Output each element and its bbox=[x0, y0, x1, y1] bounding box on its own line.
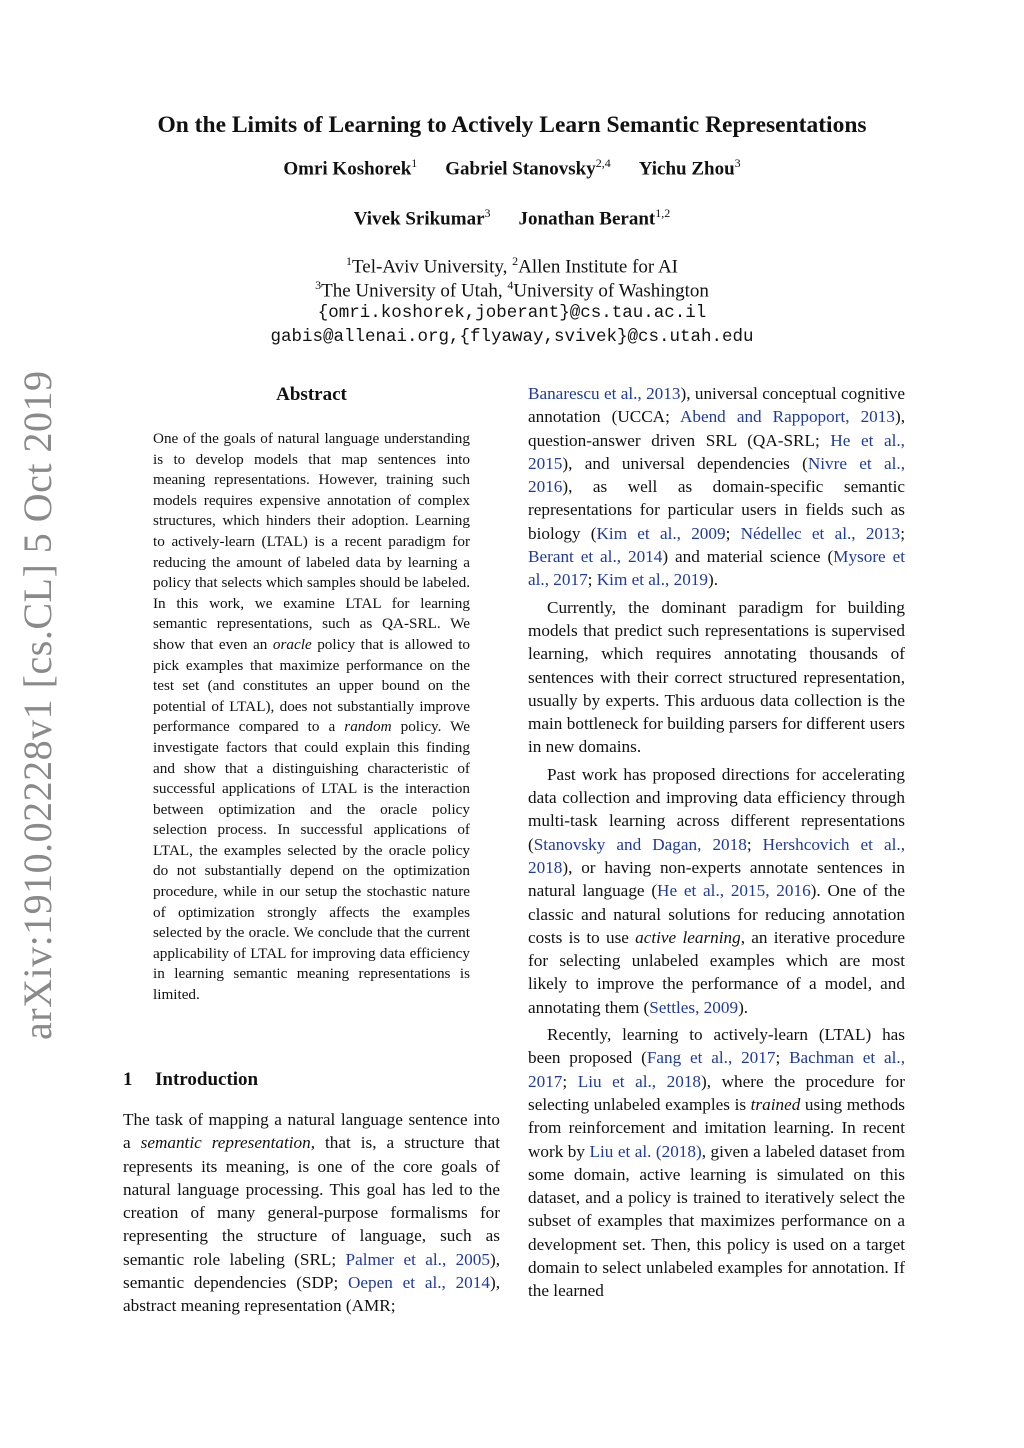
text: ; bbox=[562, 1071, 578, 1091]
paragraph bbox=[528, 382, 905, 592]
text: ), as well as domain-specific semantic representations for particular users in fields such as biology ( bbox=[528, 477, 905, 543]
citation-link[interactable]: Palmer et al., 2005 bbox=[345, 1249, 490, 1269]
citation-link[interactable]: Stanovsky and Dagan, 2018 bbox=[533, 834, 747, 854]
affil-text: Tel-Aviv University, bbox=[351, 256, 513, 278]
abstract-text: policy. We investigate factors that could explain this finding and show that a distinguishing characteristic of successful applications of LTAL is the interaction between optimization and the oracle policy selection process. In successful applications of LTAL, the examples selected by the oracle policy do not substantially depend on the optimization procedure, while in our setup the stochastic nature of optimization strongly affects the examples selected by the oracle. We conclude that the current applicability of LTAL for improving data efficiency in learning semantic meaning representations is limited. bbox=[153, 718, 470, 1004]
abstract-text: One of the goals of natural language understanding is to develop models that map sentences into meaning representations. However, training such models requires expensive annotation of complex structures, which hinders their adoption. Learning to actively-learn (LTAL) is a recent paradigm for reducing the amount of labeled data by learning a policy that selects which samples should be labeled. In this work, we examine LTAL for learning semantic representations, such as QA-SRL. We show that even an bbox=[153, 430, 470, 653]
intro-left-column bbox=[123, 1108, 500, 1318]
section-title: Introduction bbox=[155, 1069, 259, 1090]
citation-link[interactable]: Mysore et al., 2017 bbox=[528, 547, 906, 590]
author-sup: 1,2 bbox=[655, 206, 671, 220]
text: , an iterative procedure for selecting unlabeled examples which are most likely to improve the performance of a model, and annotating them ( bbox=[528, 927, 905, 1017]
citation-link[interactable]: He et al., 2015 bbox=[528, 430, 905, 473]
text: ; bbox=[746, 834, 763, 854]
author-sup: 3 bbox=[484, 206, 491, 220]
abstract-heading: Abstract bbox=[276, 384, 347, 405]
affil-sup: 4 bbox=[507, 278, 514, 292]
email-line-1[interactable]: {omri.koshorek,joberant}@cs.tau.ac.il bbox=[317, 303, 707, 323]
text: using methods from reinforcement and imitation learning. In recent work by bbox=[528, 1094, 905, 1161]
citation-link[interactable]: Settles, 2009 bbox=[649, 997, 739, 1017]
text: ). bbox=[707, 570, 719, 590]
citation-link[interactable]: Banarescu et al., 2013 bbox=[528, 384, 681, 403]
author-sup: 1 bbox=[411, 156, 418, 170]
text: ), question-answer driven SRL (QA-SRL; bbox=[528, 407, 905, 450]
authors-row-1 bbox=[0, 156, 1024, 180]
author-sup: 3 bbox=[734, 156, 741, 170]
text: ), and universal dependencies ( bbox=[562, 453, 808, 473]
authors-row-2 bbox=[0, 206, 1024, 230]
author-name: Gabriel Stanovsky bbox=[445, 158, 596, 180]
affiliation-line-2 bbox=[0, 278, 1024, 302]
citation-link[interactable]: Nivre et al., 2016 bbox=[528, 453, 905, 497]
section-number: 1 bbox=[123, 1069, 133, 1090]
text: Past work has proposed directions for accelerating data collection and improving data efficiency through multi-task learning across different representations ( bbox=[528, 764, 905, 854]
emphasis: trained bbox=[750, 1094, 801, 1114]
text: ), abstract meaning representation (AMR; bbox=[123, 1273, 500, 1316]
paragraph bbox=[528, 763, 905, 1019]
citation-link[interactable]: He et al., 2015, 2016 bbox=[657, 881, 811, 901]
affil-sup: 3 bbox=[315, 278, 322, 292]
abstract-em: random bbox=[344, 718, 392, 736]
text: ). One of the classic and natural solutions for reducing annotation costs is to use bbox=[528, 881, 905, 947]
citation-link[interactable]: Liu et al., 2018 bbox=[577, 1071, 702, 1091]
text: ; bbox=[587, 570, 597, 590]
citation-link[interactable]: Kim et al., 2009 bbox=[596, 523, 726, 543]
abstract-em: oracle bbox=[272, 635, 312, 653]
citation-link[interactable]: Hershcovich et al., 2018 bbox=[528, 834, 906, 877]
text: , that is, a structure that represents its meaning, is one of the core goals of natural language processing. This goal has led to the creation of many general-purpose formalisms for representing the structure of language, such as semantic role labeling (SRL; bbox=[123, 1133, 500, 1269]
text: ), or having non-experts annotate sentences in natural language ( bbox=[528, 857, 905, 901]
citation-link[interactable]: Berant et al., 2014 bbox=[528, 547, 663, 567]
author-sup: 2,4 bbox=[595, 156, 611, 170]
affil-text: Allen Institute for AI bbox=[518, 256, 679, 278]
paragraph bbox=[123, 1108, 500, 1318]
emphasis: active learning bbox=[635, 927, 741, 947]
citation-link[interactable]: Oepen et al., 2014 bbox=[348, 1273, 490, 1293]
email-line-2[interactable]: gabis@allenai.org,{flyaway,svivek}@cs.utah.edu bbox=[270, 327, 754, 347]
author-name: Jonathan Berant bbox=[518, 208, 656, 230]
citation-link[interactable]: Liu et al. (2018) bbox=[589, 1141, 702, 1161]
affil-sup: 2 bbox=[512, 254, 519, 268]
text: ; bbox=[725, 523, 741, 543]
citation-link[interactable]: Nédellec et al., 2013 bbox=[740, 523, 901, 543]
citation-link[interactable]: Bachman et al., 2017 bbox=[528, 1048, 906, 1091]
paper-title: On the Limits of Learning to Actively Learn Semantic Representations bbox=[157, 112, 867, 138]
author-name: Yichu Zhou bbox=[638, 158, 735, 180]
citation-link[interactable]: Kim et al., 2019 bbox=[596, 570, 708, 590]
affiliation-line-1 bbox=[0, 254, 1024, 278]
text: , given a labeled dataset from some domain, active learning is simulated on this dataset, and a policy is trained to iteratively select the subset of examples that maximizes performance on a development set. Then, this policy is used on a target domain to select unlabeled examples for annotation. If the learned bbox=[528, 1141, 906, 1301]
text: ; bbox=[900, 523, 905, 543]
emphasis: semantic representation bbox=[140, 1133, 311, 1153]
intro-right-column bbox=[528, 382, 905, 1303]
section-heading-introduction bbox=[123, 1069, 258, 1091]
citation-link[interactable]: Abend and Rappoport, 2013 bbox=[679, 407, 895, 427]
affil-sup: 1 bbox=[345, 254, 352, 268]
affil-text: University of Washington bbox=[513, 280, 709, 302]
text: The task of mapping a natural language sentence into a bbox=[123, 1110, 500, 1153]
text: Recently, learning to actively-learn (LTAL) has been proposed ( bbox=[528, 1025, 905, 1068]
affil-text: The University of Utah, bbox=[321, 280, 508, 302]
abstract-text: policy that is allowed to pick examples that maximize performance on the test set (and constitutes an upper bound on the potential of LTAL), does not substantially improve performance compared to a bbox=[153, 635, 471, 736]
author-name: Vivek Srikumar bbox=[353, 208, 485, 230]
author-name: Omri Koshorek bbox=[283, 158, 412, 180]
text: ; bbox=[775, 1048, 790, 1068]
text: ), universal conceptual cognitive annotation (UCCA; bbox=[528, 384, 905, 427]
citation-link[interactable]: Fang et al., 2017 bbox=[646, 1048, 776, 1068]
text: ), semantic dependencies (SDP; bbox=[123, 1249, 500, 1293]
paragraph bbox=[528, 1023, 905, 1303]
arxiv-stamp: arXiv:1910.02228v1 [cs.CL] 5 Oct 2019 bbox=[15, 370, 60, 1040]
text: ), where the procedure for selecting unlabeled examples is bbox=[528, 1071, 905, 1114]
paragraph: Currently, the dominant paradigm for building models that predict such representations is supervised learning, which requires annotating thousands of sentences with their correct structured representation, usually by experts. This arduous data collection is the main bottleneck for building parsers for different users in new domains. bbox=[528, 597, 905, 757]
text: ) and material science ( bbox=[662, 547, 834, 567]
text: ). bbox=[738, 997, 749, 1017]
abstract-body bbox=[153, 429, 470, 1006]
